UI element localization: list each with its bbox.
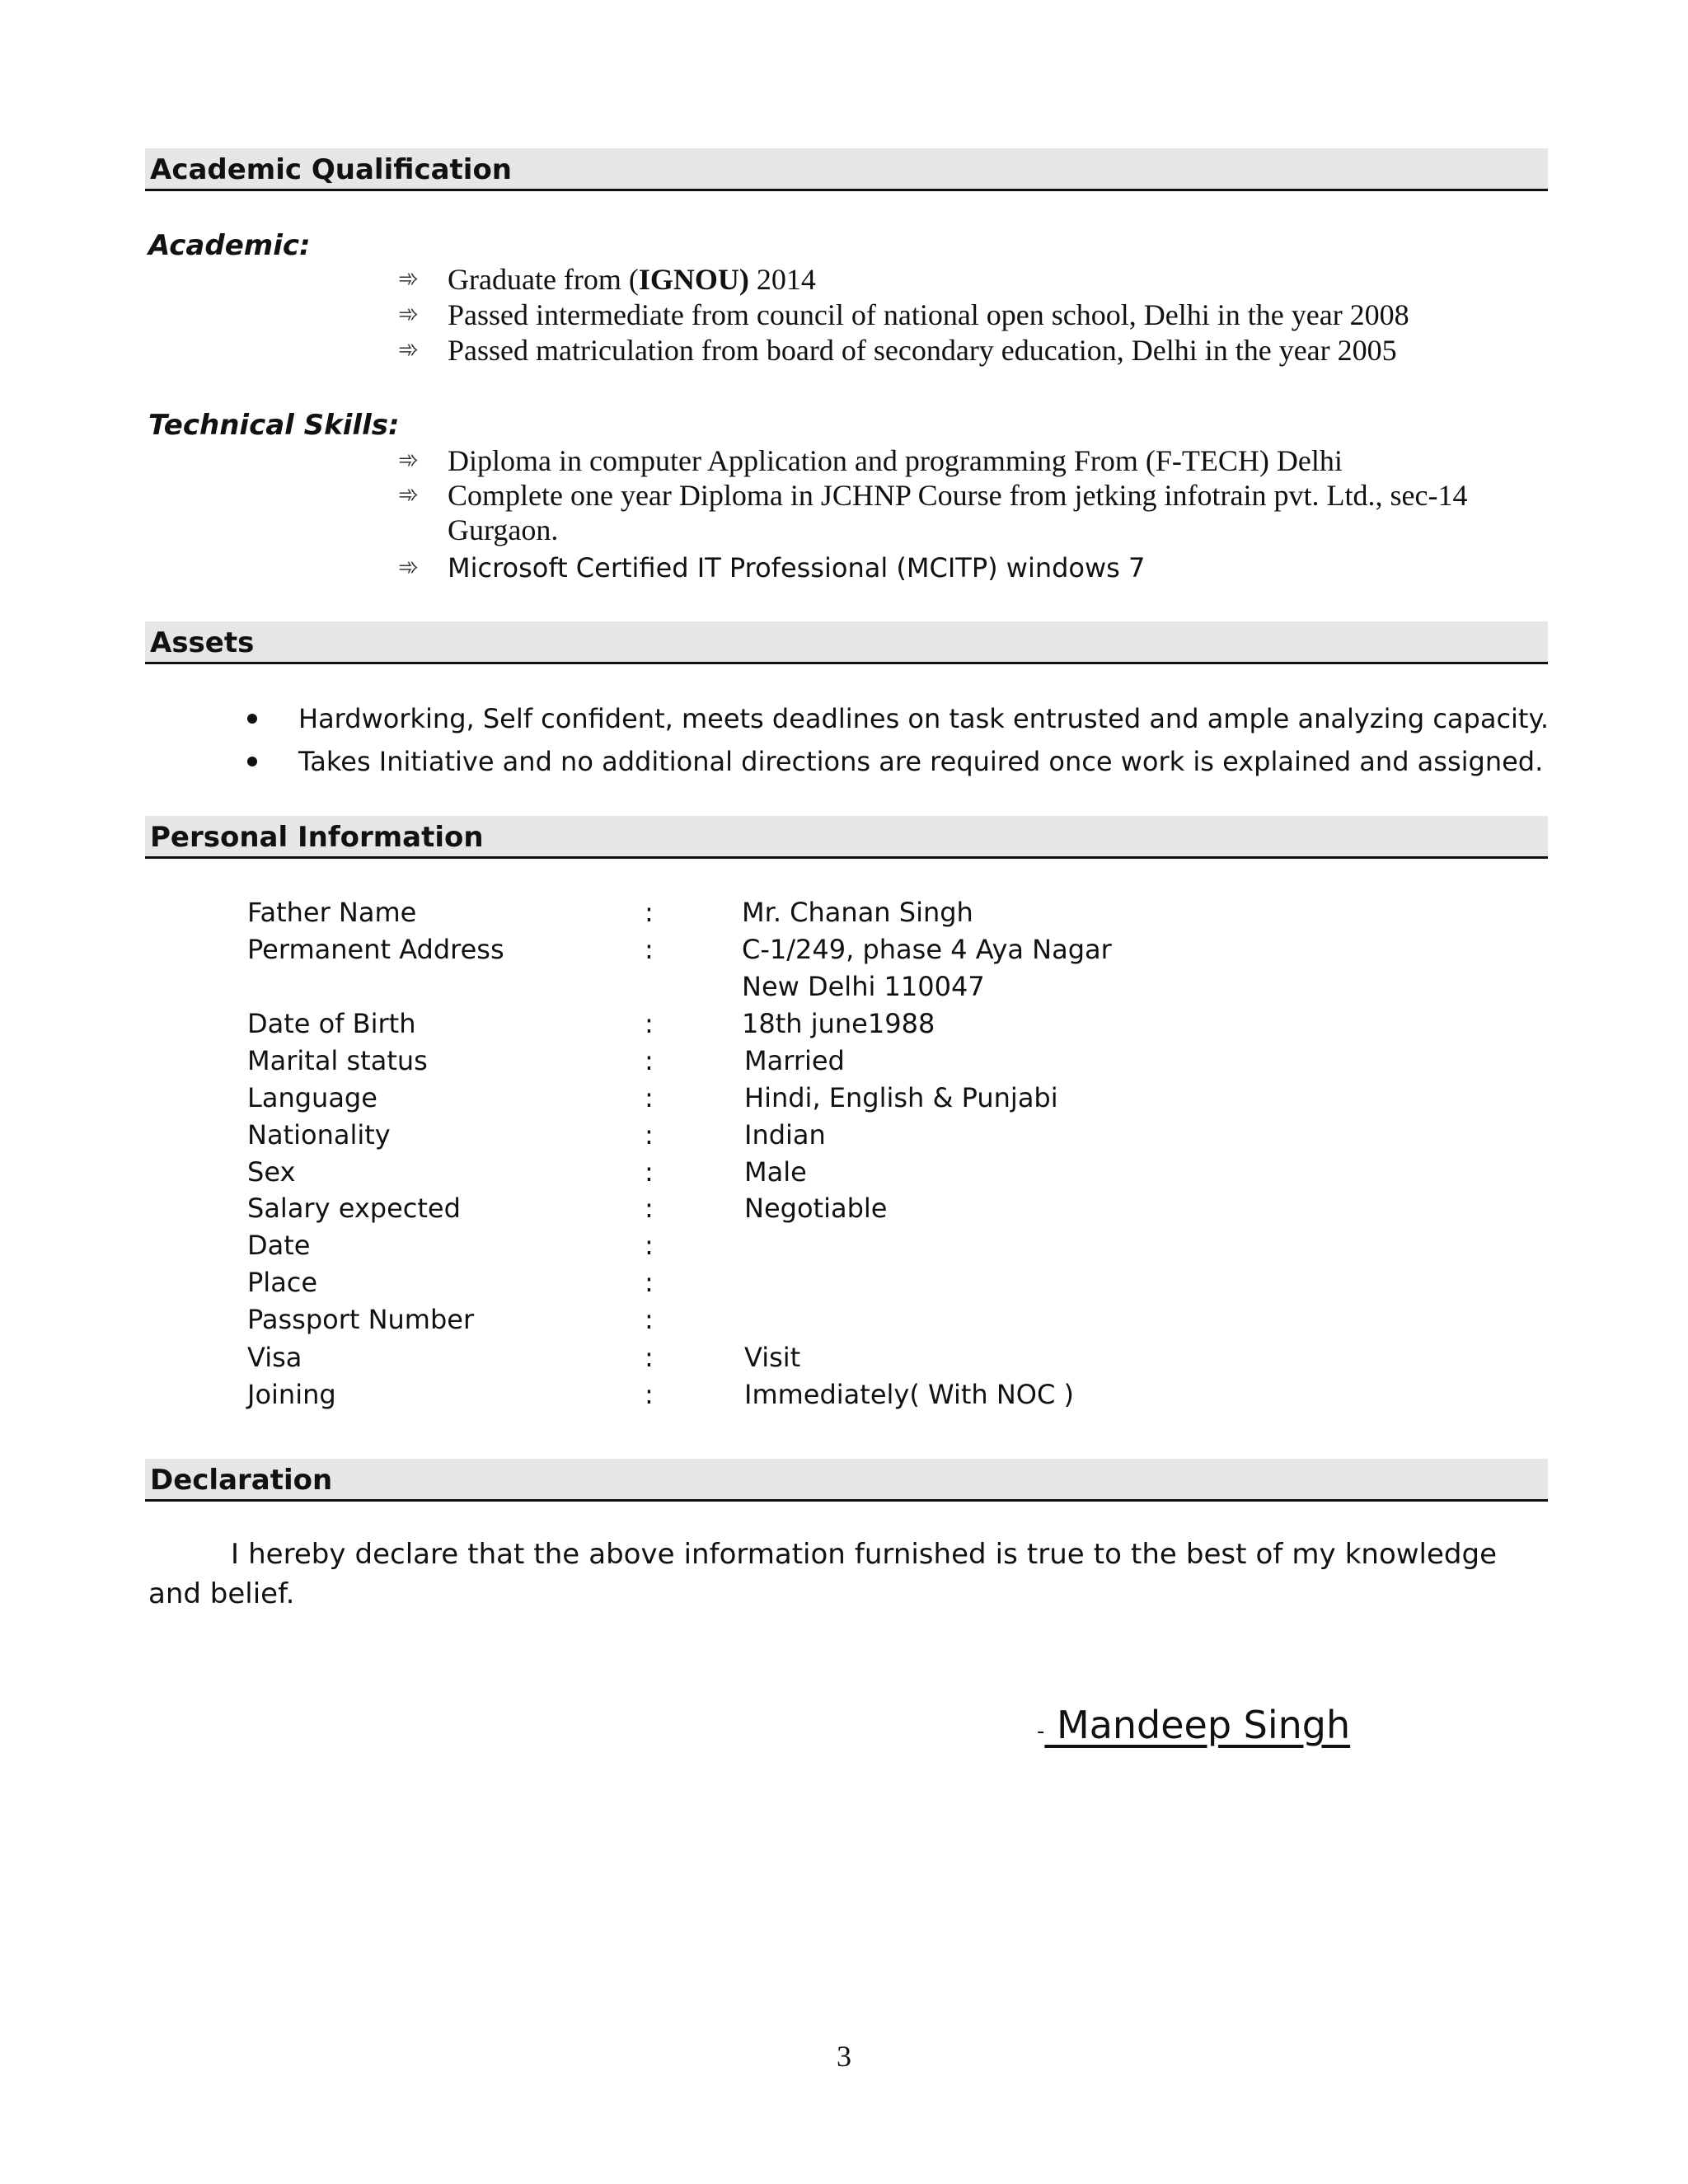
hand-arrow-icon: ➾	[398, 300, 420, 329]
hand-arrow-icon: ➾	[398, 446, 420, 475]
info-row-date-of-birth: Date of Birth : 18th june1988	[247, 1008, 935, 1039]
info-row-address-line-2: New Delhi 110047	[742, 971, 985, 1002]
page-number: 3	[837, 2040, 851, 2073]
technical-skills-heading: Technical Skills:	[148, 409, 400, 442]
info-row-father-name: Father Name : Mr. Chanan Singh	[247, 897, 973, 928]
bullet-dot-icon	[247, 757, 257, 766]
section-header-declaration	[145, 1459, 1548, 1502]
info-row-permanent-address: Permanent Address : C-1/249, phase 4 Aya Nagar	[247, 934, 1112, 965]
signature-dash: -	[1037, 1719, 1045, 1744]
info-row-visa: Visa : Visit	[247, 1342, 801, 1373]
section-title: Academic Qualification	[150, 153, 513, 186]
section-title: Assets	[150, 626, 255, 659]
signature-name: Mandeep Singh	[1044, 1703, 1351, 1747]
section-header-academic-qualification	[145, 148, 1548, 191]
info-row-joining: Joining : Immediately( With NOC )	[247, 1379, 1074, 1410]
signature	[1037, 1703, 1350, 1747]
info-row-nationality: Nationality : Indian	[247, 1119, 826, 1151]
info-row-place: Place :	[247, 1267, 654, 1298]
info-row-marital-status: Marital status : Married	[247, 1045, 845, 1076]
bullet-dot-icon	[247, 714, 257, 724]
info-row-passport-number: Passport Number :	[247, 1304, 654, 1335]
resume-page: Academic Qualification Academic: ➾ Graduate from (IGNOU) 2014 ➾ Passed intermediate from council of national open school, Delhi in the year 2008 ➾ Passed matriculation from board of secondary education, Delhi in the year 2005 Technical Skills: ➾ Diploma in computer Application and programming From (F-TECH) Delhi ➾ Complete one year Diploma in JCHNP Course from jetking infotrain pvt. Ltd., sec-14 Gurgaon. ➾ Microsoft Certified IT Professional (MCITP) windows 7 Assets Hardworking, Self confident, meets deadlines on task entrusted and ample analyzing capacity. Takes Initiative and no additional directions are required once work is explained and assigned. Personal Information Father Name : Mr. Chanan Singh Permanent Address : C-1/249, phase 4 Aya Nagar New Delhi 110047 Date of Birth : 18th june1988 Marital status : Married Language : Hindi, English & Punjabi Nationality : Indian Sex : Male Salary expected : Negotiable Date : Place : Passport Number : Visa : Visit Joining : Immediately( With NOC ) Declaration I hereby declare that the above information furnished is true to the best of my knowledge and belief. - Mandeep Singh 3	[0, 0, 1688, 2184]
section-header-personal-information	[145, 816, 1548, 859]
hand-arrow-icon: ➾	[398, 265, 420, 293]
section-title: Personal Information	[150, 821, 484, 854]
declaration-text: I hereby declare that the above information furnished is true to the best of my knowledge and belief.	[148, 1538, 1497, 1610]
hand-arrow-icon: ➾	[398, 335, 420, 364]
section-title: Declaration	[150, 1464, 333, 1497]
info-row-salary-expected: Salary expected : Negotiable	[247, 1193, 888, 1224]
hand-arrow-icon: ➾	[398, 480, 420, 509]
hand-arrow-icon: ➾	[398, 553, 420, 582]
info-row-sex: Sex : Male	[247, 1156, 807, 1188]
info-row-language: Language : Hindi, English & Punjabi	[247, 1082, 1058, 1113]
info-row-date: Date :	[247, 1230, 654, 1261]
academic-heading: Academic:	[148, 229, 311, 262]
section-header-assets	[145, 621, 1548, 664]
